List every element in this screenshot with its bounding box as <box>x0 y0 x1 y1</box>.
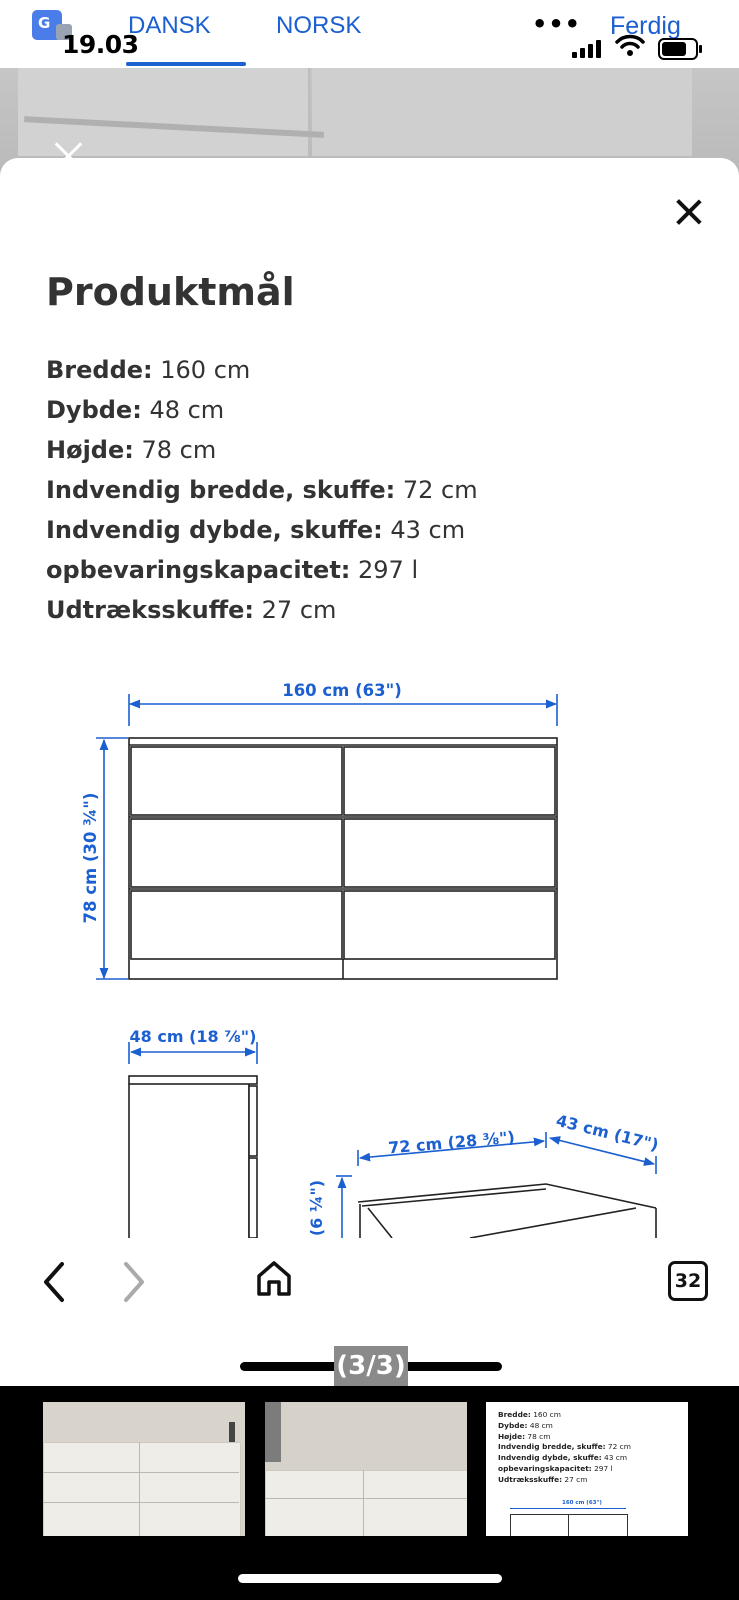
thumbnail-1[interactable] <box>43 1402 245 1536</box>
image-counter: (3/3) <box>334 1346 408 1386</box>
tab-count-button[interactable]: 32 <box>668 1261 708 1301</box>
cellular-signal-icon <box>572 40 602 58</box>
depth-dimension-label: 48 cm (18 ⅞") <box>129 1027 257 1046</box>
spec-value: 27 cm <box>254 596 337 624</box>
drawer-height-label: (6 ¼") <box>307 1179 326 1237</box>
thumb-spec-label: Bredde: <box>498 1410 531 1419</box>
spec-label: opbevaringskapacitet: <box>46 556 351 584</box>
thumbnail-width-label: 160 cm (63") <box>562 1500 602 1506</box>
logo-letter: G <box>38 14 51 32</box>
thumbnail-spec-list <box>498 1410 631 1486</box>
spec-value: 160 cm <box>152 356 251 384</box>
thumb-spec-label: Højde: <box>498 1431 526 1441</box>
thumb-spec-label: Dybde: <box>498 1420 528 1430</box>
spec-value: 78 cm <box>133 436 217 464</box>
done-button[interactable]: Ferdig <box>610 12 681 40</box>
google-translate-icon[interactable] <box>32 10 62 40</box>
spec-value: 297 l <box>350 556 419 584</box>
sheet-title: Produktmål <box>46 270 295 314</box>
drawer-depth-label: 43 cm (17") <box>554 1110 661 1155</box>
translate-bar <box>0 0 739 68</box>
spec-label: Højde: <box>46 436 134 464</box>
more-options-button[interactable]: ••• <box>532 10 582 38</box>
battery-icon <box>658 38 704 60</box>
thumb-spec-label: Udtræksskuffe: <box>498 1474 563 1484</box>
thumb-spec-value: 72 cm <box>605 1442 631 1452</box>
home-icon[interactable] <box>254 1258 294 1298</box>
thumb-spec-value: 48 cm <box>527 1420 553 1430</box>
back-icon[interactable] <box>40 1260 68 1304</box>
thumb-spec-value: 43 cm <box>601 1453 628 1463</box>
thumb-spec-label: Indvendig bredde, skuffe: <box>498 1442 606 1452</box>
thumb-spec-label: Indvendig dybde, skuffe: <box>498 1453 602 1463</box>
forward-icon[interactable] <box>120 1260 148 1304</box>
thumb-spec-value: 160 cm <box>530 1410 561 1419</box>
spec-label: Bredde: <box>46 356 153 384</box>
product-dimensions-sheet <box>0 158 739 1238</box>
active-tab-indicator <box>126 62 246 66</box>
spec-value: 48 cm <box>141 396 225 424</box>
spec-value: 43 cm <box>382 516 466 544</box>
tab-norsk[interactable]: NORSK <box>276 12 362 39</box>
thumb-spec-label: opbevaringskapacitet: <box>498 1463 592 1473</box>
wifi-icon <box>615 34 645 56</box>
spec-label: Indvendig dybde, skuffe: <box>46 516 383 544</box>
thumbnail-3[interactable] <box>486 1402 688 1536</box>
browser-nav-bar <box>0 1238 739 1386</box>
spec-value: 72 cm <box>395 476 478 504</box>
drawer-width-label: 72 cm (28 ⅜") <box>387 1127 516 1158</box>
system-home-indicator <box>238 1574 502 1583</box>
thumb-spec-value: 27 cm <box>562 1474 588 1484</box>
height-dimension-label: 78 cm (30 ¾") <box>81 792 100 924</box>
thumb-spec-value: 78 cm <box>525 1431 551 1441</box>
tab-dansk[interactable]: DANSK <box>128 12 211 39</box>
dimension-drawing <box>0 158 739 1238</box>
spec-label: Udtræksskuffe: <box>46 596 255 624</box>
thumb-spec-value: 297 l <box>591 1463 613 1473</box>
thumbnail-strip <box>0 1386 739 1600</box>
spec-label: Indvendig bredde, skuffe: <box>46 476 396 504</box>
spec-label: Dybde: <box>46 396 142 424</box>
width-dimension-label: 160 cm (63") <box>282 681 402 700</box>
status-time: 19.03 <box>62 30 139 59</box>
thumbnail-2[interactable] <box>265 1402 467 1536</box>
close-photo-icon[interactable] <box>52 140 84 172</box>
